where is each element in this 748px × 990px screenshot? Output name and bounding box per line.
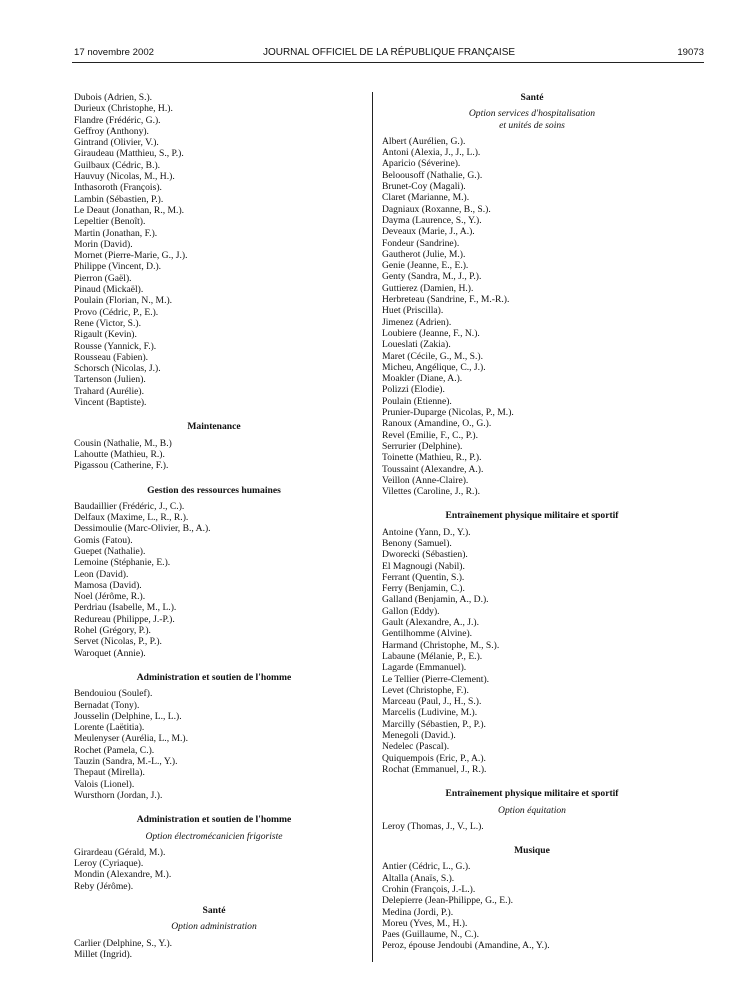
list-item: Lahoutte (Mathieu, R.). (74, 448, 165, 460)
section-title: Musique (514, 845, 550, 857)
list-item: Vilettes (Caroline, J., R.). (382, 486, 481, 498)
list-item: Meulenyser (Aurélia, L., M.). (74, 733, 189, 745)
section-title: Administration et soutien de l'homme (136, 671, 292, 683)
right-column (382, 92, 682, 952)
list-item: Claret (Marianne, M.). (382, 192, 470, 204)
list-item: Dessimoulie (Marc-Olivier, B., A.). (74, 523, 211, 535)
list-item: Rohel (Grégory, P.). (74, 625, 151, 637)
list-item: Martin (Jonathan, F.). (74, 227, 158, 239)
list-item: Serrurier (Delphine). (382, 440, 463, 452)
list-item: Aparicio (Séverine). (382, 158, 461, 170)
column-divider (372, 92, 373, 962)
name-list (382, 136, 682, 498)
list-item: Pierron (Gaël). (74, 272, 132, 284)
list-item: Le Deaut (Jonathan, R., M.). (74, 204, 185, 216)
section (74, 421, 354, 471)
list-item: Poulain (Florian, N., M.). (74, 295, 173, 307)
list-item: Waroquet (Annie). (74, 647, 146, 659)
list-item: Reby (Jérôme). (74, 880, 134, 892)
list-item: Revel (Emilie, F., C., P.). (382, 429, 478, 441)
section-title: Santé (520, 92, 544, 103)
list-item: Menegoli (David.). (382, 730, 456, 742)
list-item: Delfaux (Maxime, L., R., R.). (74, 512, 189, 524)
list-item: Veillon (Anne-Claire). (382, 474, 469, 486)
list-item: Maret (Cécile, G., M., S.). (382, 350, 483, 362)
list-item: Dubois (Adrien, S.). (74, 92, 153, 103)
list-item: Ferrant (Quentin, S.). (382, 571, 465, 583)
header-page-number: 19073 (677, 47, 704, 58)
list-item: Lemoine (Stéphanie, E.). (74, 557, 171, 569)
list-item: Galland (Benjamin, A., D.). (382, 594, 489, 606)
list-item: Poulain (Etienne). (382, 395, 452, 407)
section-option: Option électromécanicien frigoriste (145, 830, 283, 842)
list-item: Dayma (Laurence, S., Y.). (382, 214, 482, 226)
name-list (74, 438, 354, 472)
list-item: Morin (David). (74, 238, 133, 250)
list-item: Durieux (Christophe, H.). (74, 103, 173, 115)
list-item: Loueslati (Zakia). (382, 339, 451, 351)
list-item: Dworecki (Sébastien). (382, 549, 468, 561)
list-item: Crohin (François, J.-L.). (382, 884, 476, 895)
list-item: Altalla (Anaïs, S.). (382, 872, 455, 884)
list-item: Harmand (Christophe, M., S.). (382, 639, 500, 651)
section (74, 485, 354, 659)
list-item: Fondeur (Sandrine). (382, 237, 460, 249)
section-title: Gestion des ressources humaines (147, 484, 281, 496)
name-list (74, 501, 354, 659)
list-item: Dagniaux (Roxanne, B., S.). (382, 203, 491, 215)
list-item: Tauzin (Sandra, M.-L., Y.). (74, 756, 178, 768)
list-item: Pinaud (Mickaël). (74, 284, 144, 296)
list-item: Redureau (Philippe, J.-P.). (74, 613, 175, 625)
list-item: Albert (Aurélien, G.). (382, 135, 466, 147)
list-item: Cousin (Nathalie, M., B.) (74, 437, 172, 449)
list-item: Moakler (Diane, A.). (382, 373, 463, 385)
section (74, 672, 354, 801)
list-item: Genty (Sandra, M., J., P.). (382, 271, 482, 283)
list-item: Ranoux (Amandine, O., G.). (382, 418, 492, 430)
name-list (382, 527, 682, 776)
list-item: Guilbaux (Cédric, B.). (74, 159, 161, 171)
list-item: Inthasoroth (François). (74, 182, 162, 194)
list-item: Lorente (Laëtitia). (74, 722, 145, 734)
list-item: Schorsch (Nicolas, J.). (74, 363, 161, 375)
list-item: Prunier-Duparge (Nicolas, P., M.). (382, 407, 514, 419)
list-item: Gintrand (Olivier, V.). (74, 137, 159, 149)
list-item: Philippe (Vincent, D.). (74, 261, 162, 273)
list-item: Mondin (Alexandre, M.). (74, 869, 172, 881)
list-item: Baudaillier (Frédéric, J., C.). (74, 500, 185, 512)
left-column (74, 92, 354, 960)
list-item: Leroy (Cyriaque). (74, 858, 144, 870)
list-item: Hauvuy (Nicolas, M., H.). (74, 171, 175, 183)
section-option: Option équitation (498, 804, 566, 816)
list-item: Genie (Jeanne, E., E.). (382, 260, 469, 272)
list-item: Deveaux (Marie, J., A.). (382, 226, 475, 238)
section-option: et unités de soins (499, 119, 565, 131)
list-item: Marcilly (Sébastien, P., P.). (382, 718, 486, 730)
list-item: Mamosa (David). (74, 579, 142, 591)
list-item: Guttierez (Damien, H.). (382, 282, 474, 294)
name-list (74, 688, 354, 801)
list-item: Bendouiou (Soulef). (74, 688, 153, 700)
list-item: Jousselin (Delphine, L., L.). (74, 710, 182, 722)
list-item: Toinette (Mathieu, R., P.). (382, 452, 482, 464)
list-item: Le Tellier (Pierre-Clement). (382, 673, 490, 685)
list-item: Rousseau (Fabien). (74, 351, 149, 363)
list-item: Thepaut (Mirella). (74, 767, 145, 779)
list-item: Servet (Nicolas, P., P.). (74, 636, 162, 648)
list-item: Rigault (Kevin). (74, 329, 137, 341)
section-title: Administration et soutien de l'homme (136, 814, 292, 826)
list-item: Leon (David). (74, 568, 129, 580)
list-item: Marceau (Paul, J., H., S.). (382, 696, 482, 708)
list-item: Antoni (Alexia, J., J., L.). (382, 147, 481, 159)
header-title: JOURNAL OFFICIEL DE LA RÉPUBLIQUE FRANÇAISE (262, 47, 516, 58)
page-header (74, 47, 704, 61)
list-item: Rene (Victor, S.). (74, 317, 141, 329)
list-item: Lepeltier (Benoît). (74, 216, 146, 228)
list-item: Mornet (Pierre-Marie, G., J.). (74, 250, 188, 262)
list-item: Quiquempois (Eric, P., A.). (382, 752, 486, 764)
name-list (382, 821, 682, 832)
list-item: Peroz, épouse Jendoubi (Amandine, A., Y.). (382, 940, 550, 952)
list-item: Giraudeau (Matthieu, S., P.). (74, 148, 184, 160)
list-item: Jimenez (Adrien). (382, 316, 452, 328)
list-item: Perdriau (Isabelle, M., L.). (74, 602, 177, 614)
list-item: Micheu, Angélique, C., J.). (382, 361, 486, 373)
list-item: Loubiere (Jeanne, F., N.). (382, 327, 480, 339)
section (74, 905, 354, 960)
name-list (382, 861, 682, 951)
list-item: Gomis (Fatou). (74, 534, 133, 546)
list-item: Noel (Jérôme, R.). (74, 591, 146, 603)
list-item: Lambin (Sébastien, P.). (74, 193, 164, 205)
list-item: Trahard (Aurélie). (74, 385, 144, 397)
list-item: Millet (Ingrid). (74, 948, 133, 960)
list-item: Rochet (Pamela, C.). (74, 744, 155, 756)
list-item: Moreu (Yves, M., H.). (382, 917, 468, 929)
list-item: Pigassou (Catherine, F.). (74, 460, 169, 472)
list-item: Toussaint (Alexandre, A.). (382, 463, 484, 475)
name-list (74, 847, 354, 892)
list-item: Antoine (Yann, D., Y.). (382, 526, 471, 538)
list-item: Bernadat (Tony). (74, 699, 140, 711)
list-item: Rousse (Yannick, F.). (74, 340, 157, 352)
list-item: Gallon (Eddy). (382, 605, 440, 617)
section (74, 814, 354, 892)
section-title: Santé (202, 905, 226, 916)
list-item: Gault (Alexandre, A., J.). (382, 617, 479, 629)
section (382, 788, 682, 832)
section-option: Option services d'hospitalisation (468, 108, 596, 120)
list-item: Provo (Cédric, P., E.). (74, 306, 159, 318)
list-item: Delepierre (Jean-Philippe, G., E.). (382, 895, 514, 907)
list-item: Beloousoff (Nathalie, G.). (382, 169, 483, 181)
list-item: Huet (Priscilla). (382, 305, 444, 317)
list-item: Flandre (Frédéric, G.). (74, 114, 161, 126)
list-item: Gentilhomme (Alvine). (382, 628, 473, 640)
list-item: El Magnougi (Nabil). (382, 560, 465, 572)
list-item: Paes (Guillaume, N., C.). (382, 929, 479, 941)
list-item: Valois (Lionel). (74, 778, 135, 790)
list-item: Medina (Jordi, P.). (382, 906, 454, 918)
list-item: Vincent (Baptiste). (74, 397, 147, 409)
list-item: Marcelis (Ludivine, M.). (382, 707, 478, 719)
section (382, 845, 682, 952)
list-item: Herbreteau (Sandrine, F., M.-R.). (382, 294, 510, 306)
list-item: Antier (Cédric, L., G.). (382, 861, 471, 873)
section-title: Entraînement physique militaire et sportif (445, 788, 619, 800)
list-item: Ferry (Benjamin, C.). (382, 583, 465, 595)
section-title: Maintenance (187, 421, 241, 433)
list-item: Wursthorn (Jordan, J.). (74, 789, 163, 801)
list-item: Geffroy (Anthony). (74, 125, 149, 137)
list-item: Carlier (Delphine, S., Y.). (74, 937, 173, 949)
name-list (74, 938, 354, 961)
list-item: Guepet (Nathalie). (74, 545, 146, 557)
list-item: Levet (Christophe, F.). (382, 684, 469, 696)
list-item: Nedelec (Pascal). (382, 741, 450, 753)
section-option: Option administration (171, 921, 257, 933)
header-date: 17 novembre 2002 (74, 47, 155, 58)
section (382, 92, 682, 497)
list-item: Polizzi (Elodie). (382, 384, 445, 396)
section-title: Entraînement physique militaire et sportif (445, 510, 619, 522)
list-item: Lagarde (Emmanuel). (382, 662, 467, 674)
list-item: Tartenson (Julien). (74, 374, 146, 386)
list-item: Benony (Samuel). (382, 537, 452, 549)
list-item: Brunet-Coy (Magali). (382, 181, 466, 193)
list-item: Girardeau (Gérald, M.). (74, 846, 166, 858)
header-rule (72, 62, 704, 63)
list-item: Gautherot (Julie, M.). (382, 248, 466, 260)
section (382, 510, 682, 775)
name-list (74, 92, 354, 408)
list-item: Leroy (Thomas, J., V., L.). (382, 820, 484, 832)
list-item: Labaune (Mélanie, P., E.). (382, 650, 483, 662)
list-item: Rochat (Emmanuel, J., R.). (382, 763, 487, 775)
